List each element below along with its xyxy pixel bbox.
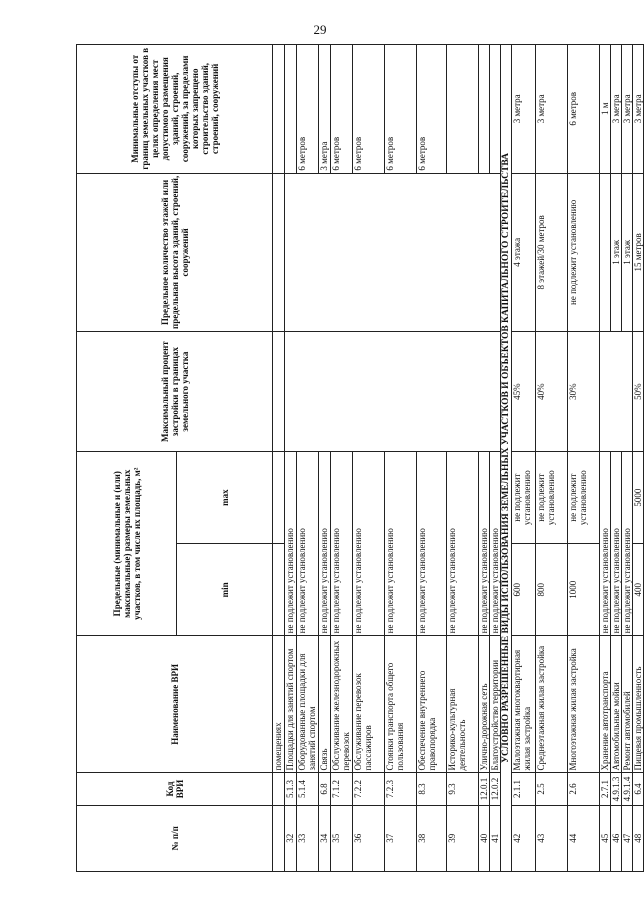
cell-num: 40 [479,805,490,871]
cell-floors: не подлежит установлению [568,173,600,332]
rotated-table-container [76,44,643,872]
cell-name: Многоэтажная жилая застройка [568,636,600,773]
cell-name: Среднеэтажная жилая застройка [536,636,568,773]
table-row [600,45,611,872]
zoning-table [76,44,644,872]
cell-code: 9.3 [447,773,479,805]
cell-max: не подлежит установлению [568,452,600,544]
cell-name: Ремонт автомобилей [622,636,633,773]
cell-max: не подлежит установлению [536,452,568,544]
cell-code: 2.5 [536,773,568,805]
cell-percent: 40% [536,332,568,452]
cell-area: не подлежит установлению [385,452,417,636]
cell-area: не подлежит установлению [285,452,297,636]
table-row [622,45,633,872]
cell-setback: 3 метра [633,45,644,174]
cell-floors [600,173,611,332]
cell-area: не подлежит установлению [611,452,622,636]
cell-setback [285,45,297,174]
cell-num: 34 [319,805,331,871]
cell-num: 46 [611,805,622,871]
table-row [633,45,644,872]
cell-floors: 15 метров [633,173,644,332]
cell-code: 7.2.3 [385,773,417,805]
cell-code: 6.8 [319,773,331,805]
table-row [536,45,568,872]
table-row [611,45,622,872]
table-row [479,45,490,872]
cell-num: 48 [633,805,644,871]
cell-max: 5000 [633,452,644,544]
cell-setback: 3 метра [536,45,568,174]
cell-area: не подлежит установлению [479,452,490,636]
cell-num: 33 [297,805,319,871]
cell-name: Связь [319,636,331,773]
header-code: Код ВРИ [77,773,273,805]
cell-num: 38 [417,805,447,871]
cell-setback: 6 метров [297,45,319,174]
cell-area: не подлежит установлению [297,452,319,636]
header-area: Предельные (минимальные и (или) максимальные) размеры земельных участков, в том числе их площадь, м² [77,452,177,636]
cell-floors: 4 этажа [512,173,536,332]
cell-name: помещениях [273,636,285,773]
cell-code: 5.1.3 [285,773,297,805]
cell-setback: 3 метра [622,45,633,174]
cell-setback [479,45,490,174]
cell-name: Малоэтажная многоквартирная жилая застройка [512,636,536,773]
cell-floors: 8 этажей/30 метров [536,173,568,332]
cell-name: Оборудованные площадки для занятий спортом [297,636,319,773]
cell-code: 5.1.4 [297,773,319,805]
cell-code: 4.9.1.4 [622,773,633,805]
cell-name: Обеспечение внутреннего правопорядка [417,636,447,773]
cell-name: Улично-дорожная сеть [479,636,490,773]
cell-code: 6.4 [633,773,644,805]
cell-name: Обслуживание перевозок пассажиров [353,636,385,773]
cell-num: 44 [568,805,600,871]
table-row [568,45,600,872]
cell-num: 41 [490,805,501,871]
table-row [273,45,285,872]
header-min: min [177,544,273,636]
header-name: Наименование ВРИ [77,636,273,773]
cell-name: Благоустройство территории [490,636,501,773]
cell-code: 2.7.1 [600,773,611,805]
cell-num: 35 [331,805,353,871]
table-row [331,45,353,872]
cell-area: не подлежит установлению [331,452,353,636]
cell-setback: 3 метра [611,45,622,174]
cell-min: 600 [512,544,536,636]
cell-num: 43 [536,805,568,871]
cell-name: Площадки для занятий спортом [285,636,297,773]
cell-num: 42 [512,805,536,871]
cell-name: Обслуживание железнодорожных перевозок [331,636,353,773]
cell-code: 2.1.1 [512,773,536,805]
section-title: УСЛОВНО РАЗРЕШЕННЫЕ ВИДЫ ИСПОЛЬЗОВАНИЯ ЗЕМЕЛЬНЫХ УЧАСТКОВ И ОБЪЕКТОВ КАПИТАЛЬНОГО СТРОИТЕЛЬСТВА [501,45,512,872]
cell-setback: 6 метров [385,45,417,174]
cell-setback [490,45,501,174]
cell-num: 36 [353,805,385,871]
cell-name: Стоянки транспорта общего пользования [385,636,417,773]
table-row [490,45,501,872]
cell-area: не подлежит установлению [353,452,385,636]
cell-floors: 1 этаж [611,173,622,332]
cell-percent: 45% [512,332,536,452]
cell-code: 2.6 [568,773,600,805]
cell-setback: 1 м [600,45,611,174]
cell-num: 37 [385,805,417,871]
cell-num: 32 [285,805,297,871]
cell-max: не подлежит установлению [512,452,536,544]
cell-min: 1000 [568,544,600,636]
table-row [512,45,536,872]
rotated-page-area [76,44,643,872]
cell-num: 45 [600,805,611,871]
cell-area: не подлежит установлению [447,452,479,636]
cell-area: не подлежит установлению [600,452,611,636]
table-row [385,45,417,872]
table-row [447,45,479,872]
cell-area: не подлежит установлению [319,452,331,636]
table-row [319,45,331,872]
cell-setback: 6 метров [331,45,353,174]
header-setback: Минимальные отступы от границ земельных участков в целях определения мест допустимого размещения зданий, строений, сооружений, за пределами которых запрещено строительство зданий, строений, сооружений [77,45,273,174]
cell-name: Автомобильные мойки [611,636,622,773]
cell-min: 400 [633,544,644,636]
cell-code: 12.0.1 [479,773,490,805]
table-row [297,45,319,872]
cell-num: 47 [622,805,633,871]
cell-setback [447,45,479,174]
cell-code: 7.2.2 [353,773,385,805]
table-row [353,45,385,872]
cell-code: 12.0.2 [490,773,501,805]
section-row [501,45,512,872]
cell-area: не подлежит установлению [490,452,501,636]
header-percent: Максимальный процент застройки в границах земельного участка [77,332,273,452]
cell-name: Историко-культурная деятельность [447,636,479,773]
cell-code: 4.9.1.3 [611,773,622,805]
cell-setback: 3 метра [319,45,331,174]
cell-setback: 6 метров [568,45,600,174]
header-floors: Предельное количество этажей или предельная высота зданий, строений, сооружений [77,173,273,332]
cell-setback: 6 метров [353,45,385,174]
cell-area: не подлежит установлению [417,452,447,636]
cell-setback: 3 метра [512,45,536,174]
cell-name: Хранение автотранспорта [600,636,611,773]
header-max: max [177,452,273,544]
cell-floors: 1 этаж [622,173,633,332]
table-row [417,45,447,872]
cell-name: Пищевая промышленность [633,636,644,773]
cell-min: 800 [536,544,568,636]
cell-code: 8.3 [417,773,447,805]
page-number: 29 [313,22,327,37]
table-row [285,45,297,872]
header-num: № п/п [77,805,273,871]
cell-num: 39 [447,805,479,871]
cell-setback: 6 метров [417,45,447,174]
cell-percent: 50% [633,332,644,452]
cell-code: 7.1.2 [331,773,353,805]
cell-area: не подлежит установлению [622,452,633,636]
cell-percent: 30% [568,332,600,452]
